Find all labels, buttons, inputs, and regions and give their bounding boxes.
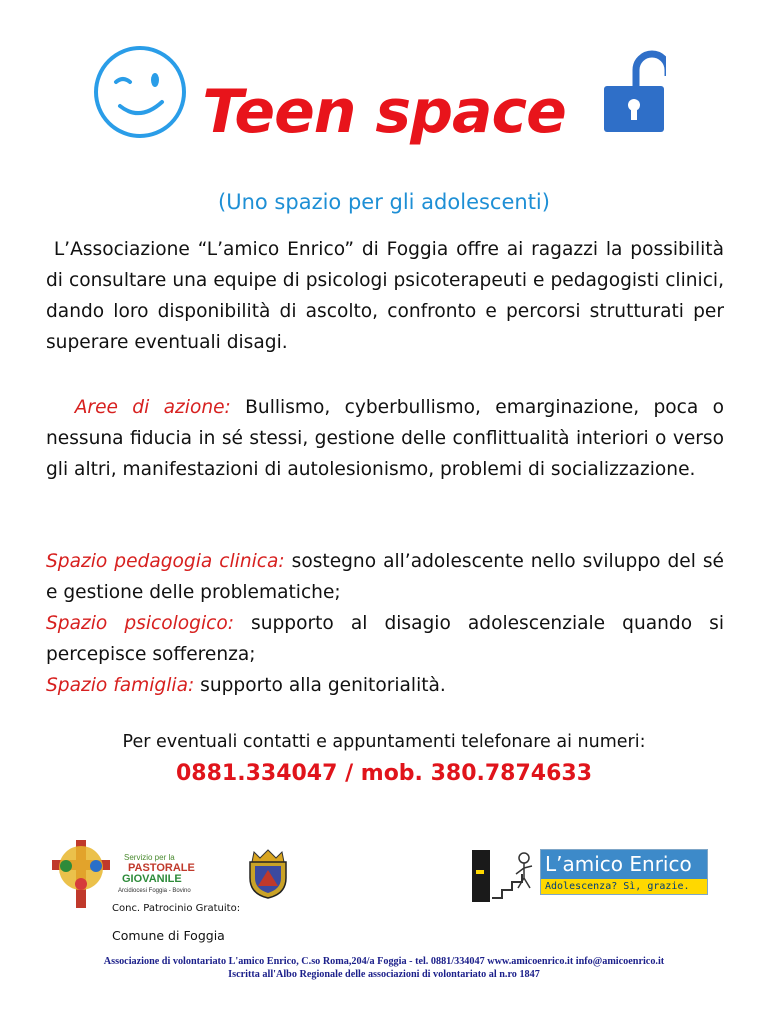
spazio-label: Spazio famiglia: xyxy=(46,675,195,696)
footer-registration: Iscritta all'Albo Regionale delle associazioni di volontariato al n.ro 1847 xyxy=(228,969,540,980)
footer-address: Associazione di volontariato L'amico Enrico, C.so Roma,204/a Foggia - tel. 0881/334047 www.amicoenrico.it info@amicoenrico.it xyxy=(103,956,665,967)
page-title: Teen space xyxy=(202,77,566,147)
amico-enrico-tagline: Adolescenza? Sì, grazie. xyxy=(541,879,707,894)
spazio-text: supporto al disagio adolescenziale quando si percepisce sofferenza; xyxy=(46,613,725,665)
spazio-label: Spazio pedagogia clinica: xyxy=(46,551,285,572)
contact-text: Per eventuali contatti e appuntamenti telefonare ai numeri: xyxy=(122,732,646,752)
amico-enrico-figure-icon xyxy=(470,848,540,904)
coat-of-arms-icon xyxy=(244,848,292,900)
patrocinio-text: Conc. Patrocinio Gratuito: xyxy=(112,903,241,914)
page-subtitle: (Uno spazio per gli adolescenti) xyxy=(218,190,550,214)
pastorale-line3: GIOVANILE xyxy=(122,873,182,885)
intro-text: L’Associazione “L’amico Enrico” di Foggia offre ai ragazzi la possibilità di consultare una equipe di psicologi psicoterapeuti e pedagogisti clinici, dando loro disponibilità di ascolto, confronto e percorsi strutturati per superare eventuali disagi. xyxy=(46,239,724,353)
aree-text: Bullismo, cyberbullismo, emarginazione, poca o nessuna fiducia in sé stessi, gestione delle conflittualità interiori o verso gli altri, manifestazioni di autolesionismo, problemi di socializzazione. xyxy=(46,397,724,480)
spazio-label: Spazio psicologico: xyxy=(46,613,234,634)
amico-enrico-name: L’amico Enrico xyxy=(541,850,707,879)
amico-enrico-logo xyxy=(540,849,708,895)
spazio-text: sostegno all’adolescente nello sviluppo del sé e gestione delle problematiche; xyxy=(46,551,724,603)
aree-paragraph xyxy=(46,392,724,485)
spazio-item xyxy=(46,546,724,608)
aree-label: Aree di azione: xyxy=(74,397,231,418)
comune-text: Comune di Foggia xyxy=(112,928,225,943)
spazio-item xyxy=(46,670,724,701)
pastorale-line4: Arcidiocesi Foggia - Bovino xyxy=(118,888,191,894)
intro-paragraph xyxy=(46,234,724,358)
phone-numbers: 0881.334047 / mob. 380.7874633 xyxy=(175,761,593,786)
spazi-list xyxy=(46,546,724,701)
pastorale-line2: PASTORALE xyxy=(128,862,195,874)
pastorale-line1: Servizio per la xyxy=(124,853,175,862)
pastorale-giovanile-logo xyxy=(46,838,236,910)
spazio-text: supporto alla genitorialità. xyxy=(194,675,446,696)
spazio-item xyxy=(46,608,724,670)
